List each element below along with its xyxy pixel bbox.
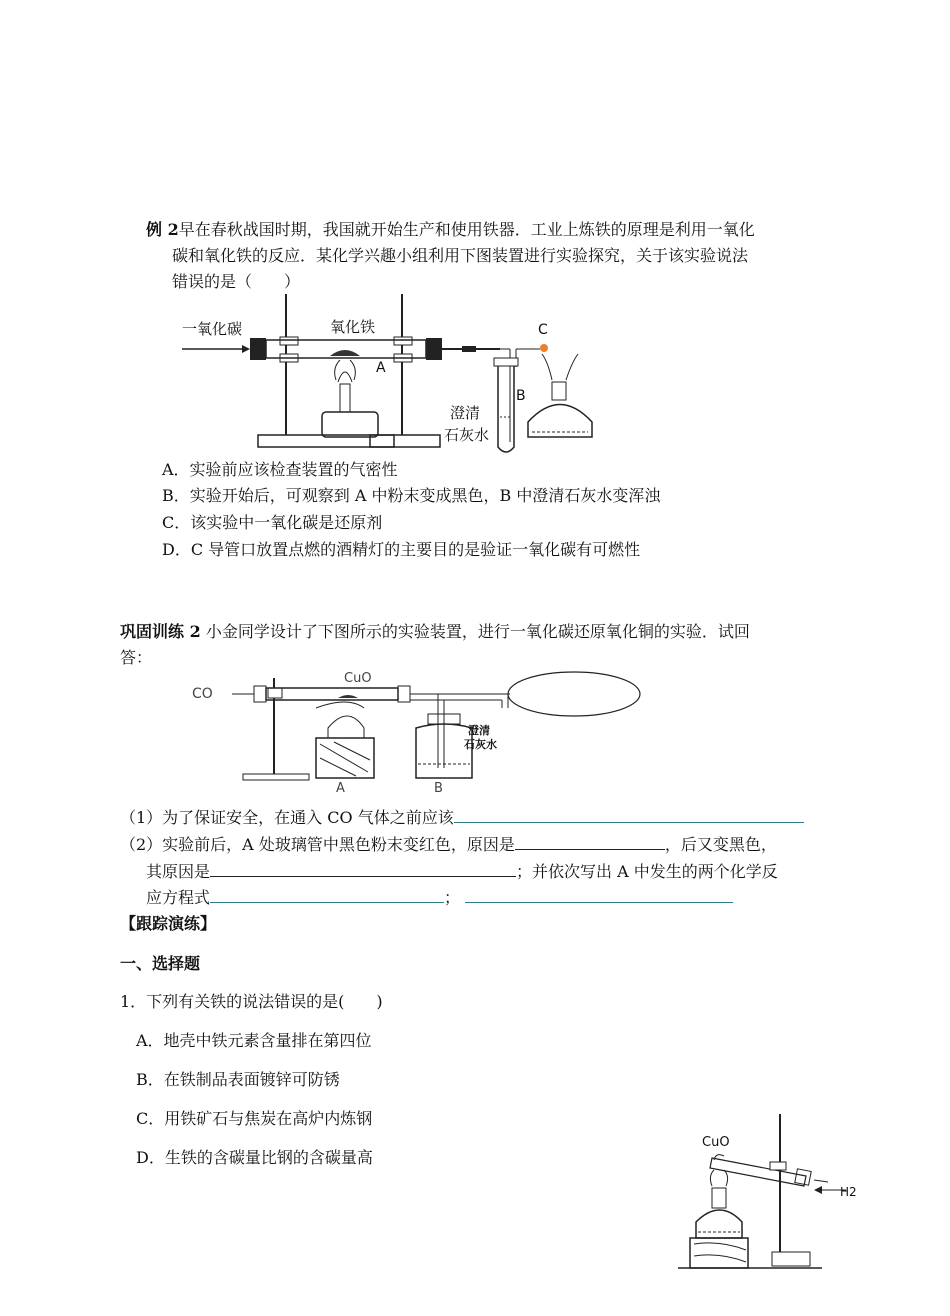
tracking-q1-option-c[interactable]: C．用铁矿石与焦炭在高炉内炼钢 bbox=[136, 1109, 373, 1128]
h2-cuo-apparatus-figure bbox=[676, 1112, 866, 1272]
practice2-q2-line1: （2）实验前后，A 处玻璃管中黑色粉末变红色，原因是 ，后又变黑色， bbox=[120, 831, 777, 857]
practice2-label: 巩固训练 2 bbox=[120, 622, 201, 641]
figure2-co-label: CO bbox=[192, 686, 213, 702]
figure1-limewater-label-1: 澄清 bbox=[450, 404, 481, 422]
figure2-limewater-label-1: 澄清 bbox=[468, 724, 490, 737]
practice2-q2-equation1-blank[interactable] bbox=[210, 884, 444, 903]
figure1-co-label: 一氧化碳 bbox=[182, 320, 243, 338]
practice2-q2-equation2-blank[interactable] bbox=[465, 884, 733, 903]
practice2-q2-reason2-blank[interactable] bbox=[210, 858, 516, 877]
figure2-b-label: B bbox=[434, 781, 443, 796]
figure1-fe2o3-label: 氧化铁 bbox=[330, 318, 376, 336]
practice2-q2-reason1-blank[interactable] bbox=[515, 831, 665, 850]
example2-line2: 碳和氧化铁的反应．某化学兴趣小组利用下图装置进行实验探究，关于该实验说法 bbox=[172, 246, 749, 265]
example2-line3: 错误的是（ ） bbox=[172, 272, 301, 291]
example2-option-a[interactable]: A．实验前应该检查装置的气密性 bbox=[162, 460, 398, 479]
tracking-q1-option-a[interactable]: A．地壳中铁元素含量排在第四位 bbox=[136, 1031, 372, 1050]
figure1-c-label: C bbox=[538, 322, 548, 338]
practice2-line1: 巩固训练 2 小金同学设计了下图所示的实验装置，进行一氧化碳还原氧化铜的实验．试回 bbox=[120, 622, 750, 641]
practice2-q2-line2: 其原因是 ；并依次写出 A 中发生的两个化学反 bbox=[146, 858, 778, 884]
tracking-q1: 1．下列有关铁的说法错误的是( ) bbox=[120, 992, 383, 1011]
tracking-q1-option-b[interactable]: B．在铁制品表面镀锌可防锈 bbox=[136, 1070, 340, 1089]
tracking-section1: 一、选择题 bbox=[120, 954, 201, 973]
figure2-a-label: A bbox=[336, 781, 345, 796]
example2-label: 例 2 bbox=[146, 220, 179, 239]
practice2-line2: 答： bbox=[120, 648, 153, 667]
figure1-b-label: B bbox=[516, 388, 526, 404]
figure3-h2-label: H2 bbox=[840, 1185, 857, 1199]
tracking-heading: 【跟踪演练】 bbox=[120, 914, 217, 933]
figure1-limewater-label-2: 石灰水 bbox=[444, 426, 490, 444]
example2-line1: 例 2早在春秋战国时期，我国就开始生产和使用铁器．工业上炼铁的原理是利用一氧化 bbox=[146, 220, 755, 239]
tracking-q1-option-d[interactable]: D．生铁的含碳量比钢的含碳量高 bbox=[136, 1148, 373, 1167]
example2-option-b[interactable]: B．实验开始后，可观察到 A 中粉末变成黑色，B 中澄清石灰水变浑浊 bbox=[162, 486, 661, 505]
practice2-q2-line3: 应方程式 ； bbox=[146, 884, 733, 910]
figure2-cuo-label: CuO bbox=[344, 671, 372, 686]
practice2-q1: （1）为了保证安全，在通入 CO 气体之前应该 bbox=[120, 804, 804, 830]
figure3-cuo-label: CuO bbox=[702, 1135, 730, 1150]
example2-option-c[interactable]: C．该实验中一氧化碳是还原剂 bbox=[162, 513, 383, 532]
iron-smelting-apparatus-figure bbox=[180, 292, 600, 457]
practice2-q1-answer-blank[interactable] bbox=[454, 804, 804, 823]
co-cuo-apparatus-figure bbox=[188, 668, 644, 796]
figure2-limewater-label-2: 石灰水 bbox=[464, 738, 497, 751]
example2-option-d[interactable]: D．C 导管口放置点燃的酒精灯的主要目的是验证一氧化碳有可燃性 bbox=[162, 540, 641, 559]
figure1-a-label: A bbox=[376, 360, 386, 376]
